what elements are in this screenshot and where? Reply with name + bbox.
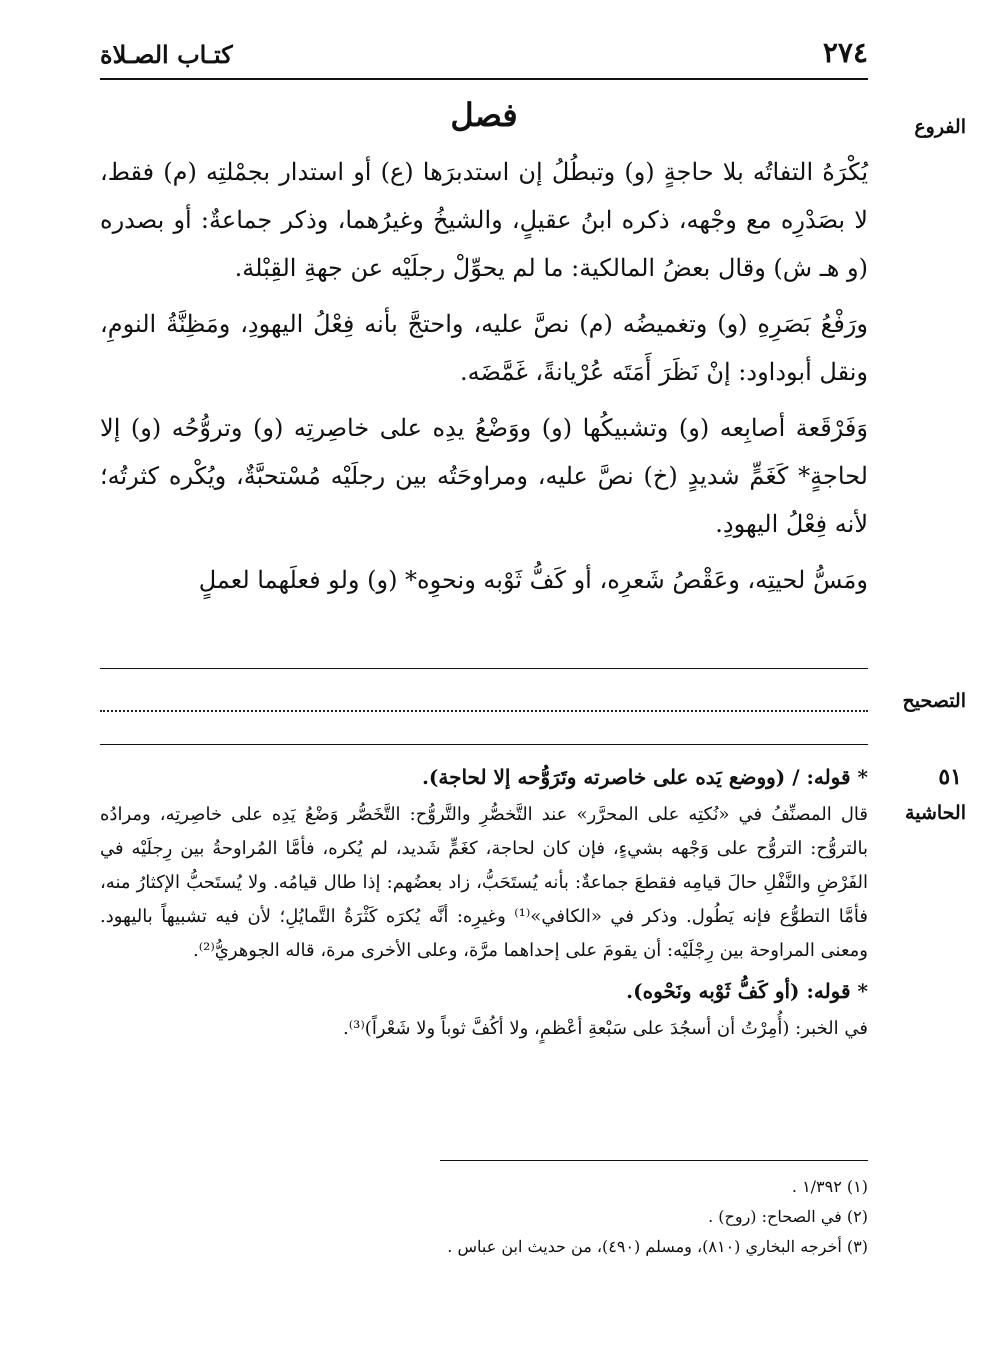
main-paragraph: ورَفْعُ بَصَرِهِ (و) وتغميضُه (م) نصَّ عليه، واحتجَّ بأنه فِعْلُ اليهودِ، ومَظِنَّةُ النومِ، ونقل أبوداود: إنْ نَظَرَ أَمَتَه عُرْيانةً، غَمَّضَه. <box>100 310 868 386</box>
tashih-dotted-line <box>100 710 868 712</box>
main-text <box>100 148 868 612</box>
note-heading: * قوله: / (ووضع يَده على خاصرته وتَرَوُّحه إلا لحاجة). <box>421 765 868 789</box>
main-paragraph: ومَسُّ لحيتِه، وعَقْصُ شَعرِه، أو كَفُّ ثَوْبه ونحوِه* (و) ولو فعلَهما لعملٍ <box>198 566 868 594</box>
main-paragraph: يُكْرَهُ التفاتُه بلا حاجةٍ (و) وتبطُلُ إن استدبرَها (ع) أو استدار بجمْلتِه (م) فقط، لا بصَدْرِه مع وجْهه، ذكره ابنُ عقيلٍ، والشيخُ وغيرُهما، وذكر جماعةٌ: أو بصدره (و هـ ش) وقال بعضُ المالكية: ما لم يحوِّلْ رجلَيْه عن جهةِ القِبْلة. <box>100 158 868 282</box>
side-label-furu: الفروع <box>914 116 966 138</box>
footnote: (٢) في الصحاح: (روح) . <box>708 1207 868 1226</box>
main-text-divider <box>100 668 868 669</box>
note-paragraph: قال المصنِّفُ في «نُكتِه على المحرَّر» عند التَّخصُّرِ والتَّروُّح: التَّخَصُّر وَضْعُ يَدِه على خاصِرتِه، ومرادُه بالتروُّح: التروُّح على وَجْهه بشيءٍ، فإن كان لحاجة، كغَمٍّ شَديد، لم يُكره، فأمَّا المُراوحةُ بين رِجلَيْه في الفَرْضِ والنَّفْلِ حالَ قيامِه فقطعَ جماعةٌ: بأنه يُستَحَبُّ، زاد بعضُهم: إذا طال قيامُه. ولا يُستَحبُّ الإكثارُ منه، فأمَّا التطوُّع فإنه يَطُول. وذكر في «الكافي»⁽¹⁾ وغيرِه: أنَّه يُكرَه كَثْرَةُ التَّمايُلِ؛ لأن فيه تشبيهاً باليهود. ومعنى المراوحة بين رِجْلَيْه: أن يقومَ على إحداهما مرَّة، وعلى الأخرى مرة، قاله الجوهريُّ⁽²⁾. <box>100 804 868 961</box>
note-heading: * قوله: (أو كَفُّ ثَوْبه ونَحْوه). <box>626 979 868 1003</box>
note-number: ٥١ <box>938 764 962 790</box>
footnotes <box>100 1172 868 1262</box>
footnote: (٣) أخرجه البخاري (٨١٠)، ومسلم (٤٩٠)، من حديث ابن عباس . <box>447 1237 868 1256</box>
note-paragraph: في الخبر: (أُمِرْتُ أن أسجُدَ على سَبْعةِ أعْظمٍ، ولا أكُفَّ ثوباً ولا شَعْراً)⁽³⁾. <box>343 1018 868 1039</box>
section-divider <box>100 744 868 745</box>
side-label-hashiya: الحاشية <box>905 802 966 824</box>
page-number: ٢٧٤ <box>822 36 868 69</box>
hashiya-notes <box>100 760 868 1046</box>
side-label-tashih: التصحيح <box>902 690 966 712</box>
book-title: كتـاب الصـلاة <box>100 40 233 69</box>
footnote-divider <box>440 1160 868 1161</box>
main-paragraph: وَفَرْقَعة أصابِعه (و) وتشبيكُها (و) ووَضْعُ يدِه على خاصِرتِه (و) وتروُّحُه (و) إلا لحاجةٍ* كَغَمٍّ شديدٍ (خ) نصَّ عليه، ومراوحَتُه بين رجلَيْه مُسْتحبَّةٌ، ويُكْره كثرتُه؛ لأنه فِعْلُ اليهودِ. <box>100 414 868 538</box>
footnote: (١) ١/٣٩٢ . <box>791 1177 868 1196</box>
header-divider <box>100 78 868 80</box>
section-title: فصل <box>450 96 518 134</box>
